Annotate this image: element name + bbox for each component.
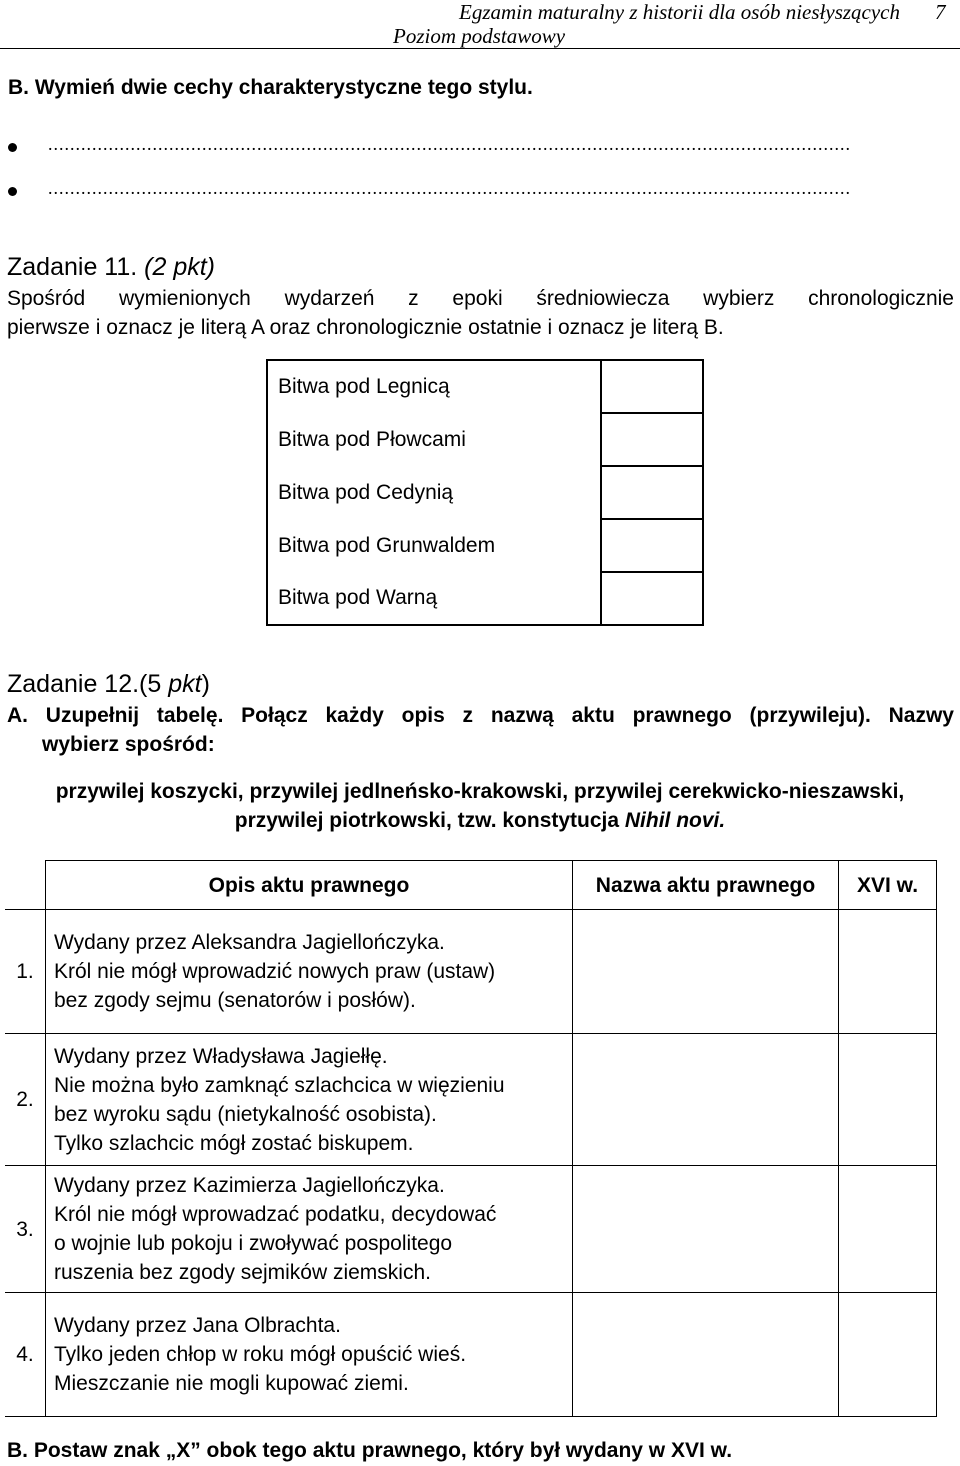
task-11-instruction-line-2: pierwsze i oznacz je literą A oraz chronologicznie ostatnie i oznacz je literą B. [7,316,724,339]
table-header-row [5,861,937,910]
event-answer-box[interactable] [601,360,703,413]
xvi-mark-cell[interactable] [839,1166,937,1293]
task-12-b-instruction: B. Postaw znak „X” obok tego aktu prawnego, który był wydany w XVI w. [7,1439,733,1462]
description-line: Wydany przez Aleksandra Jagiellończyka. [54,931,445,954]
event-answer-box[interactable] [601,572,703,625]
event-name: Bitwa pod Płowcami [267,413,601,466]
xvi-mark-cell[interactable] [839,1293,937,1417]
event-name: Bitwa pod Warną [267,572,601,625]
options-line-2-italic: Nihil novi. [624,809,726,832]
act-description [46,1034,573,1166]
act-description [46,1166,573,1293]
description-line: o wojnie lub pokoju i zwoływać pospolitego [54,1232,453,1255]
column-header-xvi: XVI w. [839,861,937,910]
event-name: Bitwa pod Grunwaldem [267,519,601,572]
event-row [267,466,703,519]
task-11-instruction-line-1: Spośród wymienionych wydarzeń z epoki średniowiecza wybierz chronologicznie [7,287,954,310]
task-12-points-open: (5 [139,670,169,698]
description-line: Wydany przez Kazimierza Jagiellończyka. [54,1174,445,1197]
row-number: 4. [5,1293,46,1417]
options-line-1: przywilej koszycki, przywilej jedlneńsko-krakowski, przywilej cerekwicko-nieszawski, [55,780,905,803]
xvi-mark-cell[interactable] [839,910,937,1034]
event-answer-box[interactable] [601,413,703,466]
act-name-answer-cell[interactable] [573,910,839,1034]
event-row [267,360,703,413]
question-b1-label: B. [8,76,29,99]
row-number: 3. [5,1166,46,1293]
task-12-a-instruction-line-2: wybierz spośród: [42,733,215,756]
description-line: bez wyroku sądu (nietykalność osobista). [54,1102,437,1126]
description-line: Tylko jeden chłop w roku mógł opuścić wieś. [54,1343,467,1366]
xvi-mark-cell[interactable] [839,1034,937,1166]
bullet-icon [8,187,17,196]
event-name: Bitwa pod Legnicą [267,360,601,413]
description-line: Nie można było zamknąć szlachcica w więzieniu [54,1073,505,1097]
task-11-points: (2 pkt) [144,253,216,281]
question-b1 [8,73,533,102]
act-name-answer-cell[interactable] [573,1293,839,1417]
task-12-points-unit: pkt [168,670,202,698]
bullet-icon [8,143,17,152]
description-line: ruszenia bez zgody sejmików ziemskich. [54,1261,431,1284]
description-line: Król nie mógł wprowadzić nowych praw (ustaw) [54,960,496,983]
answer-line-2[interactable]: .................................................................................................................................................. [48,178,851,198]
column-header-name: Nazwa aktu prawnego [573,861,839,910]
description-line: bez zgody sejmu (senatorów i posłów). [54,989,416,1012]
row-number: 1. [5,910,46,1034]
task-12-points-close: ) [201,670,210,698]
event-answer-box[interactable] [601,519,703,572]
description-line: Mieszczanie nie mogli kupować ziemi. [54,1372,409,1395]
event-answer-box[interactable] [601,466,703,519]
table-row [5,1166,937,1293]
description-line: Tylko szlachcic mógł zostać biskupem. [54,1131,414,1155]
options-line-2 [0,806,960,835]
header-divider [0,48,960,49]
task-11-title: Zadanie 11. [7,253,138,281]
description-line: Król nie mógł wprowadzać podatku, decydować [54,1203,497,1226]
description-line: Wydany przez Władysława Jagiełłę. [54,1044,388,1068]
event-name: Bitwa pod Cedynią [267,466,601,519]
exam-title: Egzamin maturalny z historii dla osób niesłyszących [459,0,900,24]
table-row [5,910,937,1034]
table-row [5,1034,937,1166]
number-header-cell [5,861,46,910]
event-row [267,413,703,466]
question-b1-text: Wymień dwie cechy charakterystyczne tego stylu. [34,76,533,99]
events-table [266,359,704,626]
options-line-2-text: przywilej piotrkowski, tzw. konstytucja [234,809,625,832]
answer-line-1[interactable]: .................................................................................................................................................. [48,134,851,154]
exam-level: Poziom podstawowy [393,24,566,48]
row-number: 2. [5,1034,46,1166]
act-name-answer-cell[interactable] [573,1034,839,1166]
description-line: Wydany przez Jana Olbrachta. [54,1314,341,1337]
event-row [267,519,703,572]
task-12-heading [7,670,210,699]
task-12-a-instruction-line-1: A. Uzupełnij tabelę. Połącz każdy opis z nazwą aktu prawnego (przywileju). Nazwy [7,704,954,727]
task-11-heading [7,253,215,282]
act-description [46,910,573,1034]
legal-acts-table [5,860,937,1417]
column-header-description: Opis aktu prawnego [46,861,573,910]
act-description [46,1293,573,1417]
act-name-answer-cell[interactable] [573,1166,839,1293]
table-row [5,1293,937,1417]
task-12-title: Zadanie 12. [7,670,140,698]
page-number: 7 [935,0,946,24]
event-row [267,572,703,625]
